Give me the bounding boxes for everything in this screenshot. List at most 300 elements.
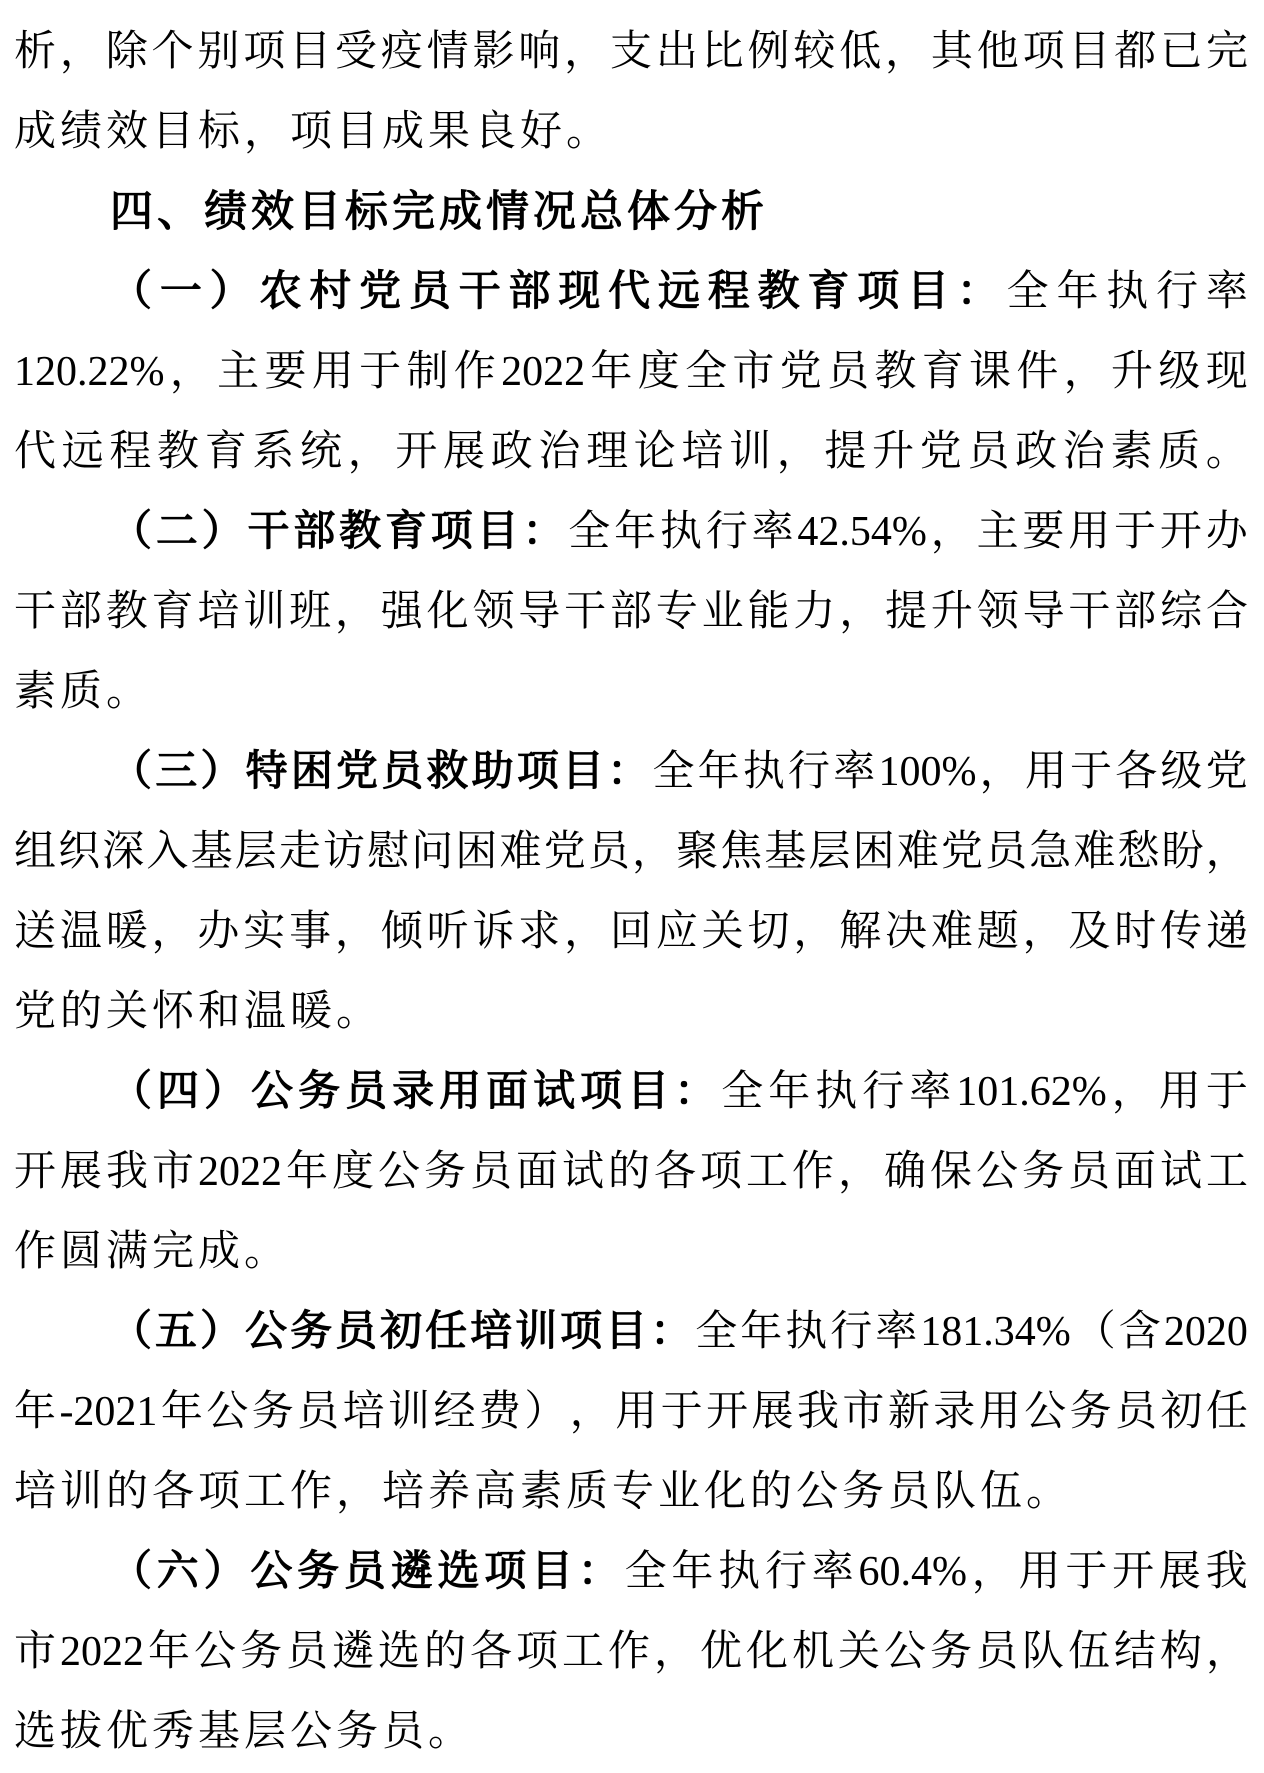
text-token: 远: [61, 429, 104, 475]
text-segment: 作圆满完成。: [14, 1229, 291, 1275]
text-token: 统: [300, 429, 343, 475]
text-token: 构: [1159, 1629, 1202, 1675]
text-token: 现: [1205, 349, 1248, 395]
text-token: 年: [740, 1309, 783, 1355]
text-token: 员: [343, 1549, 386, 1595]
text-token: 员: [967, 429, 1010, 475]
text-line: [14, 252, 1248, 332]
text-token: 率: [909, 1069, 952, 1115]
text-token: 难: [896, 829, 939, 875]
text-token: 诉: [472, 909, 515, 955]
text-token: 用: [1068, 509, 1111, 555]
text-token: ，: [837, 1149, 880, 1195]
text-token: 开: [1112, 1549, 1155, 1595]
text-token: 比: [701, 29, 744, 75]
text-line: [14, 1612, 1248, 1692]
text-token: 党: [336, 749, 379, 795]
text-token: 教: [757, 269, 800, 315]
text-token: 层: [234, 829, 277, 875]
text-token: 确: [883, 1149, 926, 1195]
text-line: [14, 892, 1248, 972]
text-token: 遴: [390, 1549, 433, 1595]
text-token: 教: [874, 349, 917, 395]
text-token: 员: [335, 1309, 378, 1355]
text-token: 听: [426, 909, 469, 955]
text-token: 用: [1158, 1069, 1201, 1115]
text-line: [14, 92, 1248, 172]
text-token: 温: [59, 909, 102, 955]
text-token: （: [110, 269, 153, 315]
text-token: 制: [406, 349, 449, 395]
text-token: 系: [252, 429, 295, 475]
text-token: 年: [697, 749, 740, 795]
text-token: 于: [359, 349, 402, 395]
text-token: 作: [791, 1149, 834, 1195]
text-token: 面: [1113, 1149, 1156, 1195]
text-token: 六: [156, 1549, 199, 1595]
text-token: 部: [508, 269, 551, 315]
text-token: ：: [522, 509, 565, 555]
text-token: 要: [264, 349, 307, 395]
text-token: 关: [701, 909, 744, 955]
text-token: 遴: [331, 1629, 374, 1675]
text-token: 育: [384, 509, 427, 555]
text-token: 2020: [1163, 1309, 1248, 1355]
text-token: 项: [1022, 29, 1065, 75]
text-token: 难: [1073, 829, 1116, 875]
text-token: ：: [674, 1069, 717, 1115]
text-token: 训: [243, 589, 286, 635]
text-segment: 选拔优秀基层公务员。: [14, 1709, 475, 1755]
text-token: 公: [883, 1629, 926, 1675]
text-token: 特: [245, 749, 288, 795]
text-token: 事: [289, 909, 332, 955]
text-token: 基: [764, 829, 807, 875]
text-token: ，: [979, 749, 1022, 795]
text-token: 员: [1115, 1389, 1158, 1435]
text-token: 素: [1110, 429, 1153, 475]
text-token: 市: [14, 1629, 57, 1675]
text-segment: 四、绩效目标完成情况总体分析: [110, 188, 768, 236]
text-token: 升: [1111, 349, 1154, 395]
text-token: 培: [197, 589, 240, 635]
text-token: 聚: [676, 829, 719, 875]
text-token: 暖: [105, 909, 148, 955]
text-token: ，: [793, 909, 836, 955]
text-token: 初: [380, 1309, 423, 1355]
text-token: ）: [201, 509, 244, 555]
text-token: 强: [380, 589, 423, 635]
text-token: 低: [839, 29, 882, 75]
text-token: 干: [458, 269, 501, 315]
text-token: 织: [58, 829, 101, 875]
text-token: 项: [560, 1309, 603, 1355]
text-token: 时: [1114, 909, 1157, 955]
text-line: [14, 1372, 1248, 1452]
text-token: 农: [259, 269, 302, 315]
text-token: 全: [1006, 269, 1049, 315]
text-token: 目: [289, 29, 332, 75]
text-token: 程: [109, 429, 152, 475]
text-token: ，: [151, 909, 194, 955]
text-token: 181.34%: [920, 1309, 1071, 1355]
text-token: 初: [1160, 1389, 1203, 1435]
text-token: 我: [796, 1389, 839, 1435]
text-token: 员: [381, 749, 424, 795]
text-token: 全: [568, 509, 611, 555]
text-token: 党: [919, 429, 962, 475]
text-token: -2021: [59, 1389, 158, 1435]
text-token: 42.54%: [797, 509, 927, 555]
text-token: 训: [515, 1309, 558, 1355]
text-token: 项: [516, 749, 559, 795]
text-token: ，: [169, 349, 212, 395]
text-line: [14, 1452, 1248, 1532]
text-token: 倾: [380, 909, 423, 955]
text-line: [14, 572, 1248, 652]
text-token: 四: [157, 1069, 200, 1115]
text-token: 年: [768, 1069, 811, 1115]
text-token: 走: [278, 829, 321, 875]
text-token: 执: [742, 749, 785, 795]
text-token: 保: [929, 1149, 972, 1195]
text-token: 送: [14, 909, 57, 955]
text-token: 全: [652, 749, 695, 795]
text-token: 作: [607, 1629, 650, 1675]
text-token: 执: [1106, 269, 1149, 315]
text-token: 各: [1115, 749, 1158, 795]
text-token: 员: [297, 1389, 340, 1435]
text-token: 解: [839, 909, 882, 955]
text-line: [14, 1132, 1248, 1212]
text-token: 力: [793, 589, 836, 635]
text-token: 员: [408, 269, 451, 315]
text-token: ）: [204, 1069, 247, 1115]
text-token: 例: [747, 29, 790, 75]
text-token: 面: [486, 1069, 529, 1115]
text-token: ：: [956, 269, 999, 315]
text-token: 慰: [367, 829, 410, 875]
text-token: 困: [290, 749, 333, 795]
text-token: 工: [561, 1629, 604, 1675]
text-token: 度: [331, 1149, 374, 1195]
text-token: 盼: [1161, 829, 1204, 875]
text-line: [14, 1292, 1248, 1372]
text-token: 率: [751, 509, 794, 555]
text-token: 都: [1114, 29, 1157, 75]
text-token: 开: [1159, 509, 1202, 555]
text-token: （: [110, 1069, 153, 1115]
text-token: 年: [147, 1629, 190, 1675]
text-token: 深: [102, 829, 145, 875]
text-token: 级: [1160, 749, 1203, 795]
text-token: 组: [14, 829, 57, 875]
text-token: 含: [1118, 1309, 1161, 1355]
text-token: 开: [14, 1149, 57, 1195]
text-token: 党: [1205, 749, 1248, 795]
text-token: 年: [671, 1549, 714, 1595]
text-token: ，: [1022, 909, 1065, 955]
text-token: 递: [1205, 909, 1248, 955]
text-token: 村: [309, 269, 352, 315]
text-token: 切: [747, 909, 790, 955]
text-token: 育: [921, 349, 964, 395]
text-token: 结: [1113, 1629, 1156, 1675]
text-token: 教: [157, 429, 200, 475]
text-token: 件: [1016, 349, 1059, 395]
text-token: 行: [788, 749, 831, 795]
text-token: 能: [747, 589, 790, 635]
text-token: 展: [443, 429, 486, 475]
text-token: （: [1073, 1309, 1116, 1355]
text-token: 回: [609, 909, 652, 955]
section-heading: [14, 172, 1248, 252]
text-token: 党: [543, 829, 586, 875]
text-token: 的: [423, 1629, 466, 1675]
text-token: 公: [1024, 1389, 1067, 1435]
text-token: 项: [484, 1549, 527, 1595]
text-token: ，: [564, 909, 607, 955]
text-token: 目: [562, 749, 605, 795]
text-token: 训: [388, 1389, 431, 1435]
text-token: 展: [60, 1149, 103, 1195]
text-token: 疫: [380, 29, 423, 75]
text-line: [14, 652, 1248, 732]
text-token: 务: [423, 1149, 466, 1195]
text-token: 困: [455, 829, 498, 875]
text-token: 提: [824, 429, 867, 475]
text-token: 年: [590, 349, 633, 395]
text-token: ，: [839, 589, 882, 635]
text-token: ，: [59, 29, 102, 75]
text-token: 传: [1160, 909, 1203, 955]
text-token: 救: [426, 749, 469, 795]
text-token: 主: [976, 509, 1019, 555]
text-token: 率: [811, 1549, 854, 1595]
text-token: 务: [290, 1309, 333, 1355]
text-token: 经: [433, 1389, 476, 1435]
text-token: 务: [1069, 1389, 1112, 1435]
text-token: 助: [471, 749, 514, 795]
text-token: 党: [779, 349, 822, 395]
text-token: 党: [940, 829, 983, 875]
text-token: 项: [430, 509, 473, 555]
text-token: ，: [885, 29, 928, 75]
text-token: ，: [564, 29, 607, 75]
text-line: [14, 732, 1248, 812]
text-segment: 成绩效目标，项目成果良好。: [14, 109, 613, 155]
text-token: ）: [209, 269, 252, 315]
text-token: （: [110, 509, 153, 555]
text-token: 100%: [878, 749, 977, 795]
text-token: 员: [827, 349, 870, 395]
text-token: ：: [607, 749, 650, 795]
text-token: （: [110, 1309, 153, 1355]
text-token: 101.62%: [956, 1069, 1107, 1115]
text-token: ，: [631, 829, 674, 875]
text-token: 培: [681, 429, 724, 475]
text-token: ，: [971, 1549, 1014, 1595]
text-token: 导: [1022, 589, 1065, 635]
text-token: 全: [721, 1069, 764, 1115]
text-token: 年: [160, 1389, 203, 1435]
text-token: 率: [1205, 269, 1248, 315]
text-token: 目: [627, 1069, 670, 1115]
text-token: 升: [930, 589, 973, 635]
text-token: 问: [411, 829, 454, 875]
text-token: 育: [151, 589, 194, 635]
text-token: 员: [587, 829, 630, 875]
text-token: 难: [930, 909, 973, 955]
text-token: 干: [14, 589, 57, 635]
text-token: 项: [857, 269, 900, 315]
text-token: 行: [830, 1309, 873, 1355]
text-token: 各: [469, 1629, 512, 1675]
text-token: 选: [437, 1549, 480, 1595]
text-token: ）: [200, 749, 243, 795]
text-token: 访: [322, 829, 365, 875]
text-token: 公: [245, 1309, 288, 1355]
text-token: 用: [311, 349, 354, 395]
text-token: 五: [155, 1309, 198, 1355]
text-token: ，: [776, 429, 819, 475]
text-token: 我: [106, 1149, 149, 1195]
text-token: 试: [1159, 1149, 1202, 1195]
text-token: 60.4%: [858, 1549, 967, 1595]
text-token: ，: [569, 1389, 612, 1435]
text-token: 影: [472, 29, 515, 75]
text-token: 行: [1156, 269, 1199, 315]
text-token: 响: [518, 29, 561, 75]
text-token: 三: [155, 749, 198, 795]
text-token: 工: [1205, 1149, 1248, 1195]
text-token: 项: [515, 1629, 558, 1675]
text-token: 导: [518, 589, 561, 635]
text-token: 入: [146, 829, 189, 875]
text-token: ，: [1205, 1629, 1248, 1675]
text-token: ：: [650, 1309, 693, 1355]
text-line: [14, 972, 1248, 1052]
text-token: ，: [930, 509, 973, 555]
text-token: 开: [395, 429, 438, 475]
text-token: 务: [1021, 1149, 1064, 1195]
text-token: ，: [334, 909, 377, 955]
text-token: 公: [206, 1389, 249, 1435]
text-token: 务: [298, 1069, 341, 1115]
text-token: 干: [564, 589, 607, 635]
text-segment: 素质。: [14, 669, 153, 715]
text-line: [14, 412, 1248, 492]
text-token: ，: [1111, 1069, 1154, 1115]
text-token: 他: [976, 29, 1019, 75]
text-token: 专: [655, 589, 698, 635]
text-token: 育: [204, 429, 247, 475]
text-token: 120.22%: [14, 349, 165, 395]
text-segment: 党的关怀和温暖。: [14, 989, 383, 1035]
text-token: 质: [1158, 429, 1201, 475]
text-token: 2022: [60, 1629, 144, 1675]
text-token: 伍: [1067, 1629, 1110, 1675]
text-token: 费: [478, 1389, 521, 1435]
text-token: 级: [1158, 349, 1201, 395]
text-token: ）: [203, 1549, 246, 1595]
text-token: 试: [561, 1149, 604, 1195]
text-token: 题: [976, 909, 1019, 955]
text-line: [14, 492, 1248, 572]
text-token: 市: [842, 1389, 885, 1435]
text-token: 目: [1068, 29, 1111, 75]
text-token: 焦: [720, 829, 763, 875]
text-token: 新: [887, 1389, 930, 1435]
text-token: 析: [14, 29, 57, 75]
text-token: 目: [531, 1549, 574, 1595]
text-token: 课: [969, 349, 1012, 395]
text-token: 业: [701, 589, 744, 635]
text-token: 任: [425, 1309, 468, 1355]
text-line: [14, 332, 1248, 412]
text-token: 理: [586, 429, 629, 475]
text-token: 年: [1056, 269, 1099, 315]
text-token: 用: [439, 1069, 482, 1115]
text-token: 务: [929, 1629, 972, 1675]
text-token: 于: [1070, 749, 1113, 795]
text-token: 育: [807, 269, 850, 315]
text-token: 决: [885, 909, 928, 955]
text-segment: 培训的各项工作，培养高素质专业化的公务员队伍。: [14, 1469, 1073, 1515]
text-token: 于: [1205, 1069, 1248, 1115]
text-line: [14, 1692, 1248, 1772]
text-token: 公: [251, 1069, 294, 1115]
text-token: 年: [285, 1149, 328, 1195]
text-line: [14, 1212, 1248, 1292]
text-token: 录: [933, 1389, 976, 1435]
text-token: 员: [985, 829, 1028, 875]
text-token: 部: [609, 589, 652, 635]
text-token: 工: [745, 1149, 788, 1195]
text-token: 务: [251, 1389, 294, 1435]
text-token: 员: [469, 1149, 512, 1195]
text-token: 一: [159, 269, 202, 315]
text-token: 全: [624, 1549, 667, 1595]
text-token: 行: [705, 509, 748, 555]
text-token: 项: [580, 1069, 623, 1115]
text-token: 已: [1160, 29, 1203, 75]
text-token: 展: [1158, 1549, 1201, 1595]
text-token: ：: [577, 1549, 620, 1595]
text-token: 代: [608, 269, 651, 315]
text-token: 要: [1022, 509, 1065, 555]
text-token: 除: [105, 29, 148, 75]
text-token: 用: [1018, 1549, 1061, 1595]
text-token: 及: [1068, 909, 1111, 955]
text-token: 录: [392, 1069, 435, 1115]
text-token: 其: [930, 29, 973, 75]
text-token: 务: [297, 1549, 340, 1595]
text-token: 程: [707, 269, 750, 315]
text-token: 作: [453, 349, 496, 395]
text-token: ，: [653, 1629, 696, 1675]
text-token: 教: [105, 589, 148, 635]
text-token: 用: [615, 1389, 658, 1435]
text-token: 用: [978, 1389, 1021, 1435]
text-token: 。: [1205, 429, 1248, 475]
text-token: 公: [250, 1549, 293, 1595]
text-token: 市: [152, 1149, 195, 1195]
text-token: 公: [975, 1149, 1018, 1195]
text-token: 愁: [1117, 829, 1160, 875]
text-token: 度: [637, 349, 680, 395]
text-token: 综: [1160, 589, 1203, 635]
